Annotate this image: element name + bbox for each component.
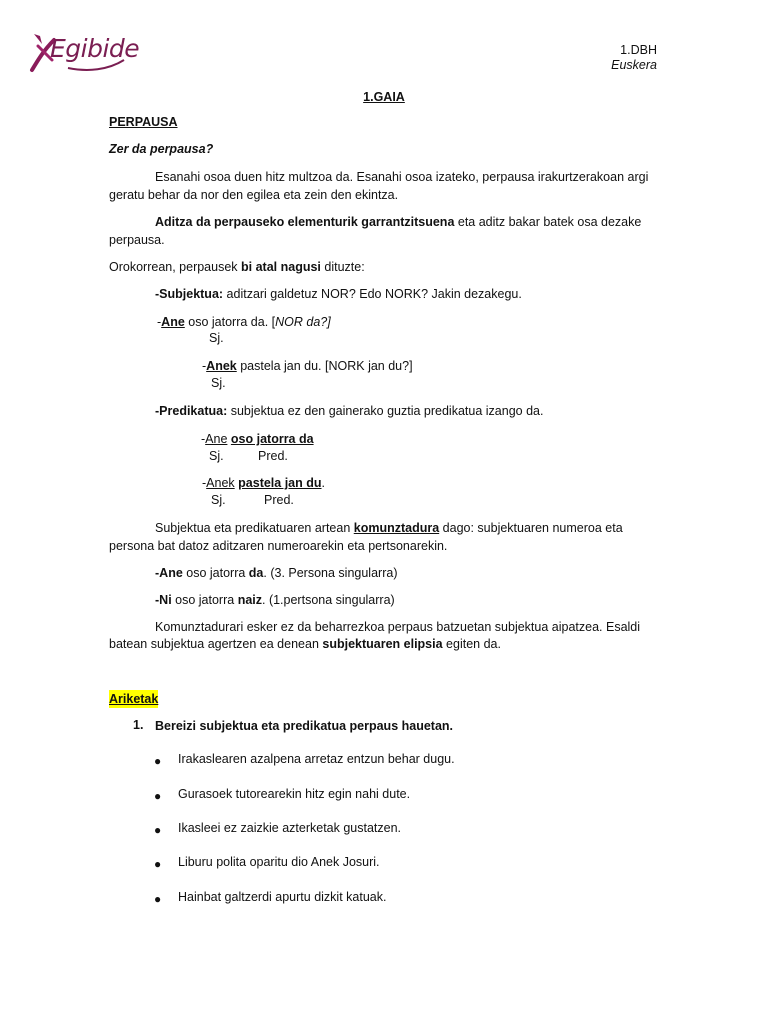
paragraph-5-line-2 (109, 635, 501, 653)
list-item: Ikasleei ez zaizkie azterketak gustatzen. (178, 821, 402, 835)
section-heading: PERPAUSA (109, 115, 178, 129)
subject-label: Euskera (611, 58, 657, 72)
example-3-predicate-label: Pred. (258, 449, 288, 463)
term: -Predikatua: (155, 404, 228, 418)
paragraph-1-line-1: Esanahi osoa duen hitz multzoa da. Esanahi osoa izateko, perpausa irakurtzerakoan argi (155, 170, 649, 184)
paragraph-3 (109, 258, 365, 276)
verb: naiz (237, 593, 262, 607)
text: . (1.pertsona singularra) (262, 593, 395, 607)
predicate: oso jatorra da (230, 432, 314, 446)
exercise-number: 1. (133, 718, 144, 732)
exercises-heading: Ariketak (109, 692, 159, 706)
example-4-subject-label: Sj. (211, 493, 226, 507)
example-5 (155, 564, 397, 582)
paragraph-2-line-1 (155, 213, 641, 231)
emphasis: bi atal nagusi (241, 260, 321, 274)
exercise-instruction: Bereizi subjektua eta predikatua perpaus hauetan. (155, 719, 454, 733)
text: dituzte: (320, 260, 365, 274)
example-4-predicate-label: Pred. (264, 493, 294, 507)
emphasis: Aditza da perpauseko elementurik garrantzitsuena (155, 215, 455, 229)
subject: Ane (161, 315, 185, 329)
example-3 (201, 430, 314, 448)
dash: - (202, 476, 207, 490)
bullet-icon: ● (154, 857, 162, 871)
text: subjektua ez den gainerako guztia predikatua izango da. (227, 404, 544, 418)
text: Orokorrean, perpausek (109, 260, 242, 274)
paragraph-1-line-2: geratu behar da nor den egilea eta zein den ekintza. (109, 188, 399, 202)
question-heading: Zer da perpausa? (109, 142, 214, 156)
grade-label: 1.DBH (620, 43, 657, 57)
subject-definition (155, 285, 522, 303)
bullet-icon: ● (154, 754, 162, 768)
document-header (611, 43, 657, 73)
logo-text: Egibide (50, 34, 140, 63)
example-6 (155, 591, 395, 609)
paragraph-5-line-1: Komunztadurari esker ez da beharrezkoa perpaus batzuetan subjektua aipatzea. Esaldi (155, 620, 641, 634)
paragraph-4-line-2: persona bat datoz aditzaren numeroarekin eta pertsonarekin. (109, 539, 448, 553)
bullet-icon: ● (154, 789, 162, 803)
example-2 (202, 357, 413, 375)
text: oso jatorra (182, 566, 249, 580)
example-1 (157, 313, 331, 331)
text: oso jatorra da. [ (184, 315, 276, 329)
text: egiten da. (442, 637, 501, 651)
text: eta aditz bakar batek osa dezake (454, 215, 642, 229)
subject: Anek (206, 476, 235, 490)
list-item: Irakaslearen azalpena arretaz entzun behar dugu. (178, 752, 455, 766)
text: Subjektua eta predikatuaren artean (155, 521, 354, 535)
page-title: 1.GAIA (363, 90, 405, 104)
text: aditzari galdetuz NOR? Edo NORK? Jakin dezakegu. (223, 287, 522, 301)
text: batean subjektua agertzen ea denean (109, 637, 323, 651)
dash: - (202, 359, 207, 373)
bullet-icon: ● (154, 892, 162, 906)
verb: da (248, 566, 264, 580)
emphasis: subjektuaren elipsia (322, 637, 443, 651)
example-1-subject-label: Sj. (209, 331, 224, 345)
text: . (3. Persona singularra) (263, 566, 398, 580)
dash: - (201, 432, 206, 446)
subject: -Ane (155, 566, 183, 580)
predicate-definition (155, 402, 543, 420)
text: dago: subjektuaren numeroa eta (439, 521, 623, 535)
text: oso jatorra (171, 593, 238, 607)
subject: Anek (206, 359, 237, 373)
term: -Subjektua: (155, 287, 224, 301)
emphasis: komunztadura (353, 521, 440, 535)
list-item: Liburu polita oparitu dio Anek Josuri. (178, 855, 380, 869)
paragraph-2-line-2: perpausa. (109, 233, 165, 247)
period: . (321, 476, 325, 490)
example-4 (202, 474, 325, 492)
example-2-subject-label: Sj. (211, 376, 226, 390)
example-3-subject-label: Sj. (209, 449, 224, 463)
list-item: Gurasoek tutorearekin hitz egin nahi dute. (178, 787, 411, 801)
predicate: pastela jan du (238, 476, 322, 490)
list-item: Hainbat galtzerdi apurtu dizkit katuak. (178, 890, 387, 904)
bullet-icon: ● (154, 823, 162, 837)
text: pastela jan du. [NORK jan du?] (236, 359, 413, 373)
subject: Ane (205, 432, 228, 446)
note: NOR da?] (275, 315, 331, 329)
subject: -Ni (155, 593, 172, 607)
dash: - (157, 315, 162, 329)
paragraph-4-line-1 (155, 519, 623, 537)
